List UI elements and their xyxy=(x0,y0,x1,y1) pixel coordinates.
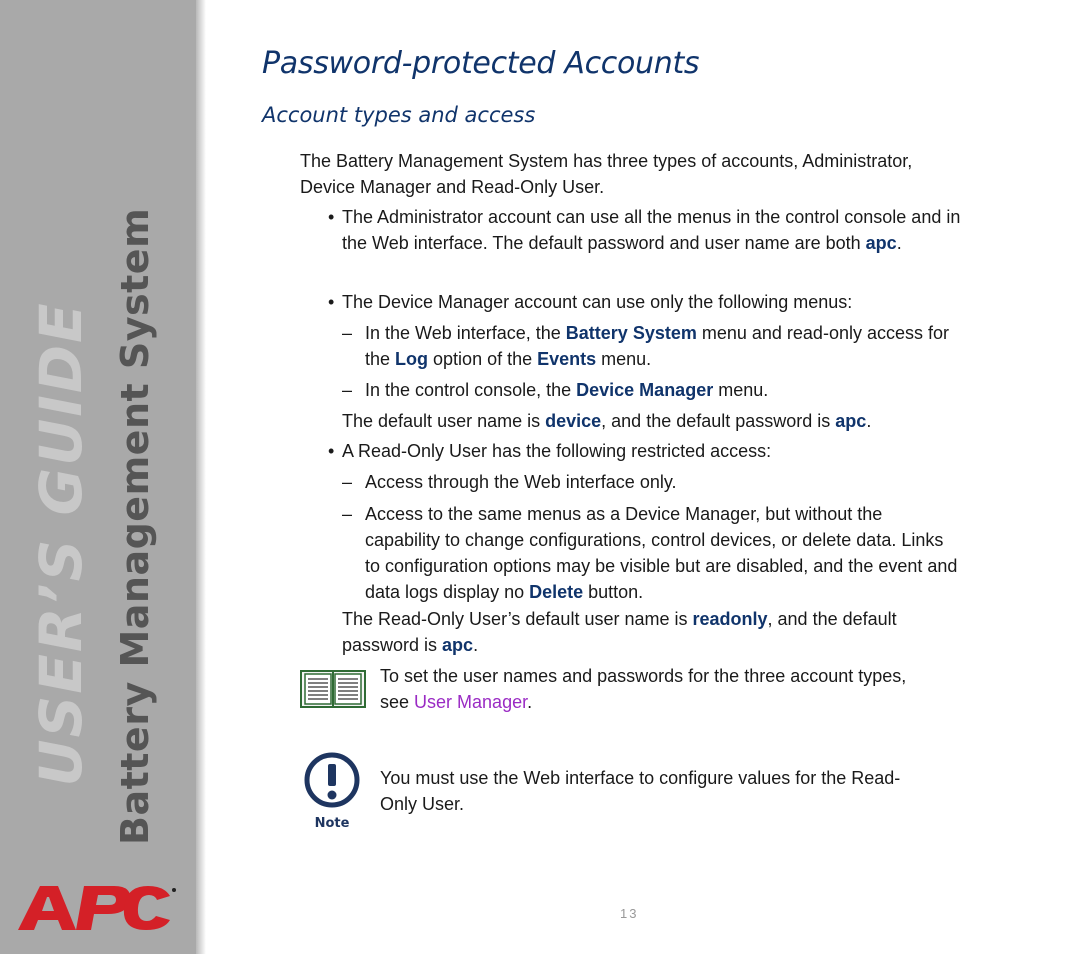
devmgr-web-c: menu and read-only access for the xyxy=(365,323,949,369)
readonly-item-1 xyxy=(342,469,972,495)
readonly-default-a: The Read-Only User’s default user name is xyxy=(342,609,693,629)
note-label: Note xyxy=(314,816,350,831)
see-also-a: To set the user names and passwords for the three account types, see xyxy=(380,666,907,712)
admin-end: . xyxy=(896,233,902,253)
admin-default-credential: apc xyxy=(865,233,897,253)
dash-mark: – xyxy=(342,323,353,343)
battery-system-menu: Battery System xyxy=(565,323,697,343)
dash-mark: – xyxy=(342,380,353,400)
bullet-administrator xyxy=(328,204,978,256)
page-title: Password-protected Accounts xyxy=(262,46,700,81)
see-also-end: . xyxy=(527,692,533,712)
devmgr-web-d: option of the xyxy=(428,349,538,369)
readonly-defaults xyxy=(342,606,972,658)
bullet-mark: • xyxy=(328,292,335,312)
readonly-text: A Read-Only User has the following restricted access: xyxy=(342,441,772,461)
readonly-item2-a: Access to the same menus as a Device Manager, but without the capability to change configurations, control devices, or delete data. Links to configuration options may be visible but are disabled, and the event and data logs display no xyxy=(365,504,958,602)
product-name: Battery Management System xyxy=(113,207,157,845)
readonly-item2-c: button. xyxy=(583,582,644,602)
device-manager-menu: Device Manager xyxy=(576,380,714,400)
sidebar xyxy=(0,0,196,954)
readonly-default-c: . xyxy=(473,635,479,655)
devmgr-console-item xyxy=(342,377,972,403)
book-icon xyxy=(300,668,366,710)
bullet-read-only xyxy=(328,438,978,464)
dash-mark: – xyxy=(342,472,353,492)
devmgr-text: The Device Manager account can use only the following menus: xyxy=(342,292,853,312)
log-option: Log xyxy=(395,349,429,369)
section-title: Account types and access xyxy=(262,103,536,127)
events-menu: Events xyxy=(537,349,597,369)
devmgr-default-a: The default user name is xyxy=(342,411,546,431)
devmgr-web-e: menu. xyxy=(596,349,652,369)
readonly-default-pass: apc xyxy=(442,635,474,655)
bullet-device-manager xyxy=(328,289,978,315)
see-also-text xyxy=(380,663,925,715)
header xyxy=(262,46,1022,127)
devmgr-default-pass: apc xyxy=(835,411,867,431)
readonly-item-2 xyxy=(342,501,962,605)
bullet-mark: • xyxy=(328,207,335,227)
sidebar-shadow xyxy=(196,0,206,954)
readonly-default-user: readonly xyxy=(692,609,768,629)
devmgr-default-user: device xyxy=(545,411,602,431)
note-text: You must use the Web interface to configure values for the Read-Only User. xyxy=(380,768,901,814)
dash-mark: – xyxy=(342,504,353,524)
user-manager-link[interactable]: User Manager xyxy=(414,692,528,712)
sidebar-vertical-titles xyxy=(20,207,170,845)
devmgr-console-c: menu. xyxy=(713,380,769,400)
bullet-mark: • xyxy=(328,441,335,461)
apc-logo xyxy=(18,884,178,932)
page-number: 13 xyxy=(620,906,639,921)
delete-button-label: Delete xyxy=(529,582,584,602)
readonly-item1-text: Access through the Web interface only. xyxy=(365,472,677,492)
devmgr-default-b: , and the default password is xyxy=(601,411,836,431)
devmgr-web-item xyxy=(342,320,972,372)
note-icon xyxy=(304,752,360,837)
devmgr-defaults xyxy=(342,408,982,434)
readonly-default-b: , and the default password is xyxy=(342,609,897,655)
devmgr-default-c: . xyxy=(866,411,872,431)
devmgr-console-a: In the control console, the xyxy=(365,380,577,400)
devmgr-web-a: In the Web interface, the xyxy=(365,323,566,343)
guide-title: USER’S GUIDE xyxy=(27,301,95,787)
intro-paragraph: The Battery Management System has three types of accounts, Administrator, Device Manager and Read-Only User. xyxy=(300,151,913,197)
admin-text: The Administrator account can use all the menus in the control console and in the Web interface. The default password and user name are both xyxy=(342,207,961,253)
